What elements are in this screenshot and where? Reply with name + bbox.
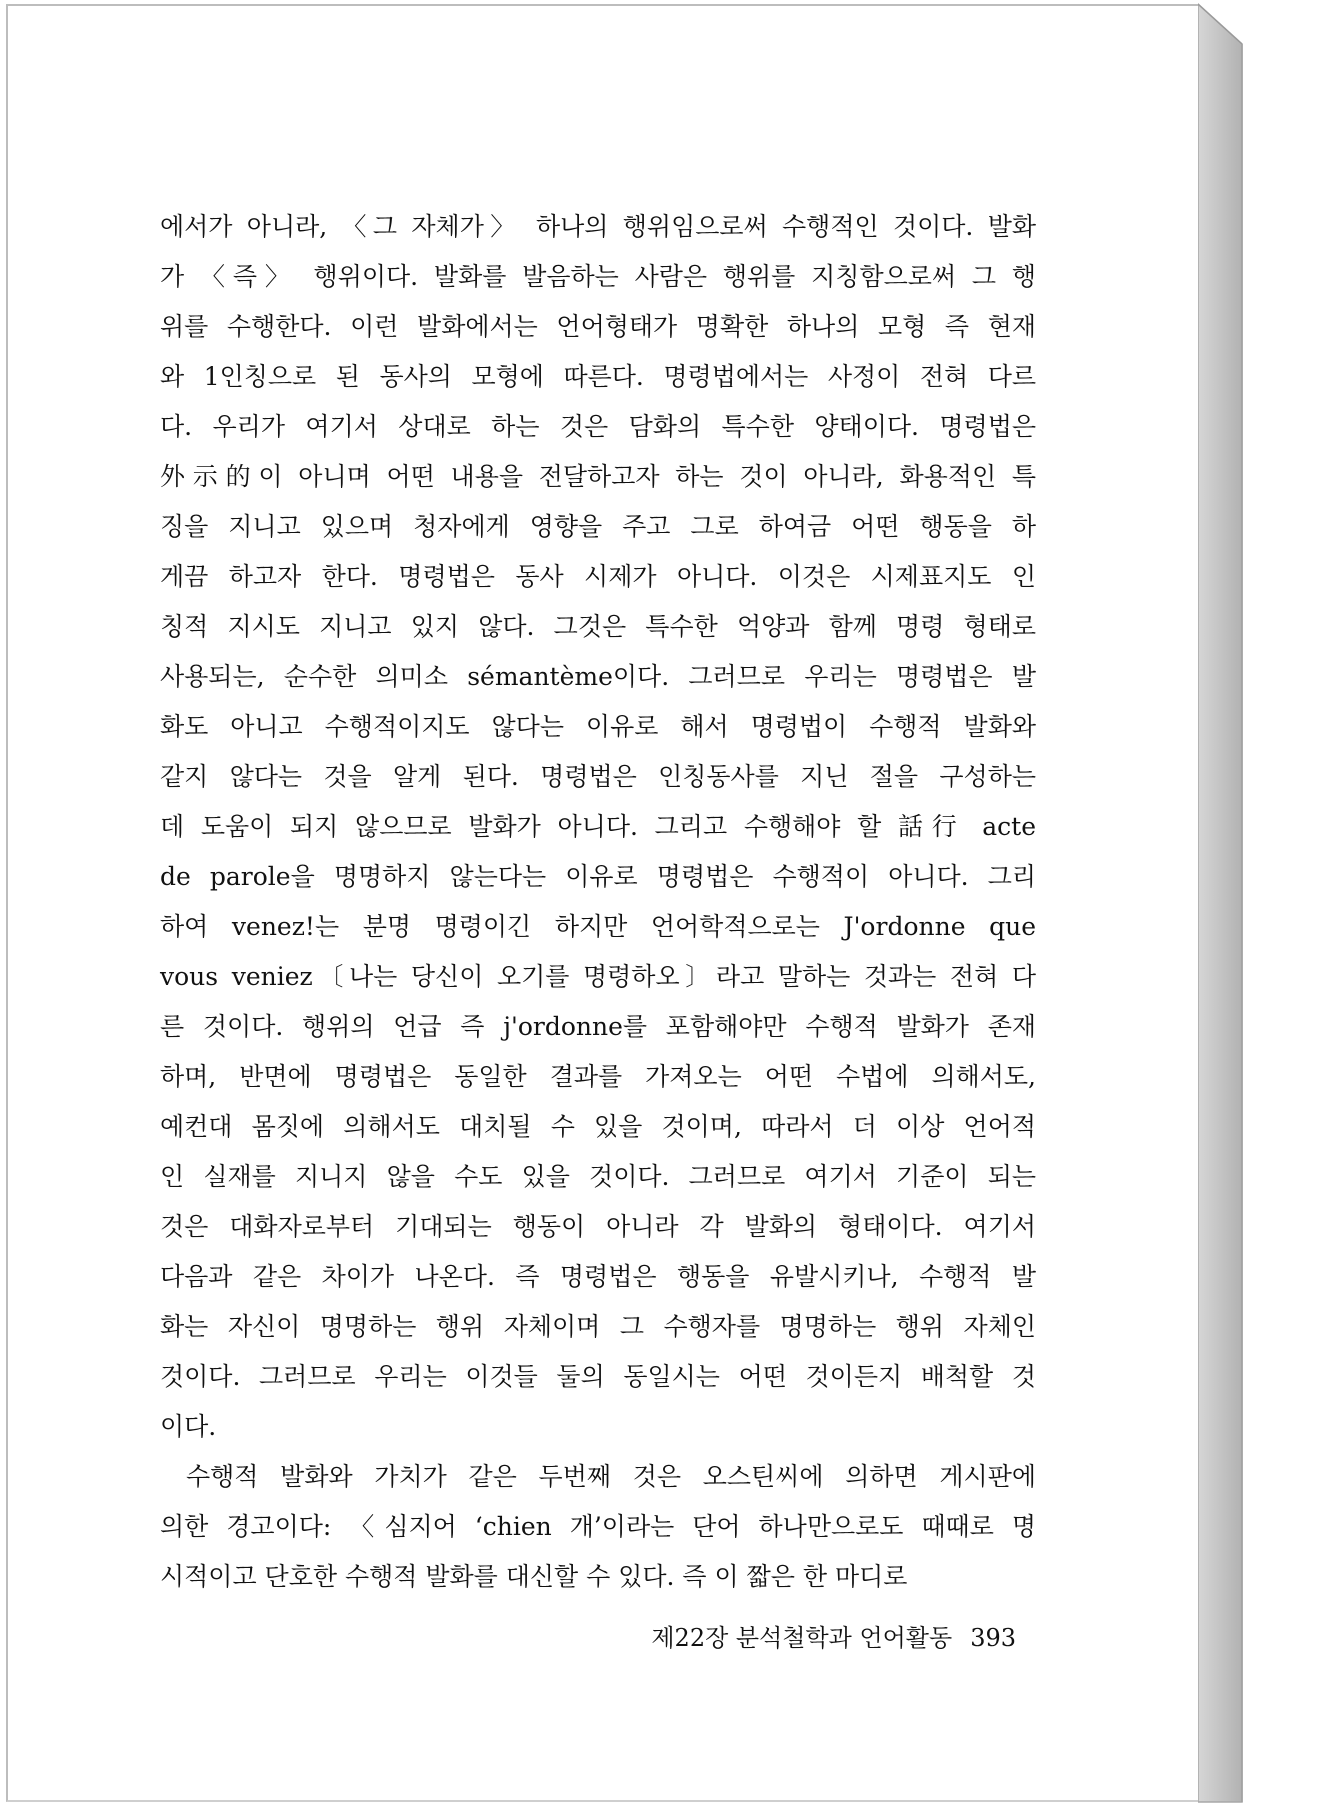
text-line: 예컨대 몸짓에 의해서도 대치될 수 있을 것이며, 따라서 더 이상 언어적 bbox=[160, 1112, 1036, 1141]
text-line: de parole을 명명하지 않는다는 이유로 명령법은 수행적이 아니다. 그리 bbox=[160, 862, 1036, 891]
text-line: 다음과 같은 차이가 나온다. 즉 명령법은 행동을 유발시키나, 수행적 발 bbox=[160, 1262, 1036, 1291]
text-line: 하여 venez!는 분명 명령이긴 하지만 언어학적으로는 J'ordonne que bbox=[160, 912, 1036, 941]
text-line: 게끔 하고자 한다. 명령법은 동사 시제가 아니다. 이것은 시제표지도 인 bbox=[160, 562, 1036, 591]
page-edge-stack bbox=[1198, 0, 1324, 1806]
text-line: 데 도움이 되지 않으므로 발화가 아니다. 그리고 수행해야 할 話行 acte bbox=[160, 812, 1036, 841]
text-line: 이다. bbox=[160, 1412, 217, 1441]
text-line: 위를 수행한다. 이런 발화에서는 언어형태가 명확한 하나의 모형 즉 현재 bbox=[160, 312, 1036, 341]
text-line: 사용되는, 순수한 의미소 sémantème이다. 그러므로 우리는 명령법은 발 bbox=[160, 662, 1036, 691]
running-title: 제22장 분석철학과 언어활동 bbox=[651, 1624, 953, 1652]
text-line: 른 것이다. 행위의 언급 즉 j'ordonne를 포함해야만 수행적 발화가 존재 bbox=[160, 1012, 1036, 1041]
text-line: 에서가 아니라, 〈그 자체가〉 하나의 행위임으로써 수행적인 것이다. 발화 bbox=[160, 212, 1036, 241]
text-line: 다. 우리가 여기서 상대로 하는 것은 담화의 특수한 양태이다. 명령법은 bbox=[160, 412, 1036, 441]
text-line: 것은 대화자로부터 기대되는 행동이 아니라 각 발화의 형태이다. 여기서 bbox=[160, 1212, 1036, 1241]
text-line: vous veniez〔나는 당신이 오기를 명령하오〕라고 말하는 것과는 전혀 다 bbox=[160, 962, 1036, 991]
paragraph bbox=[160, 1452, 1036, 1602]
text-line: 것이다. 그러므로 우리는 이것들 둘의 동일시는 어떤 것이든지 배척할 것 bbox=[160, 1362, 1036, 1391]
running-footer bbox=[610, 1618, 1016, 1653]
text-line: 화는 자신이 명명하는 행위 자체이며 그 수행자를 명명하는 행위 자체인 bbox=[160, 1312, 1036, 1341]
text-line: 칭적 지시도 지니고 있지 않다. 그것은 특수한 억양과 함께 명령 형태로 bbox=[160, 612, 1036, 641]
text-line: 수행적 발화와 가치가 같은 두번째 것은 오스틴씨에 의하면 게시판에 bbox=[186, 1462, 1036, 1491]
text-line: 같지 않다는 것을 알게 된다. 명령법은 인칭동사를 지닌 절을 구성하는 bbox=[160, 762, 1036, 791]
text-line: 外示的이 아니며 어떤 내용을 전달하고자 하는 것이 아니라, 화용적인 특 bbox=[160, 462, 1036, 491]
text-line: 화도 아니고 수행적이지도 않다는 이유로 해서 명령법이 수행적 발화와 bbox=[160, 712, 1036, 741]
paragraph bbox=[160, 202, 1036, 1452]
text-line: 인 실재를 지니지 않을 수도 있을 것이다. 그러므로 여기서 기준이 되는 bbox=[160, 1162, 1036, 1191]
text-line: 가 〈즉〉 행위이다. 발화를 발음하는 사람은 행위를 지칭함으로써 그 행 bbox=[160, 262, 1036, 291]
text-line: 의한 경고이다: 〈심지어 ‘chien 개’이라는 단어 하나만으로도 때때로 명 bbox=[160, 1512, 1036, 1541]
text-line: 시적이고 단호한 수행적 발화를 대신할 수 있다. 즉 이 짧은 한 마디로 bbox=[160, 1562, 908, 1591]
text-line: 하며, 반면에 명령법은 동일한 결과를 가져오는 어떤 수법에 의해서도, bbox=[160, 1062, 1036, 1091]
body-text bbox=[160, 202, 1036, 1602]
text-line: 징을 지니고 있으며 청자에게 영향을 주고 그로 하여금 어떤 행동을 하 bbox=[160, 512, 1036, 541]
text-line: 와 1인칭으로 된 동사의 모형에 따른다. 명령법에서는 사정이 전혀 다르 bbox=[160, 362, 1036, 391]
page-edge-graphic bbox=[1198, 0, 1324, 1806]
page-number: 393 bbox=[970, 1624, 1016, 1652]
